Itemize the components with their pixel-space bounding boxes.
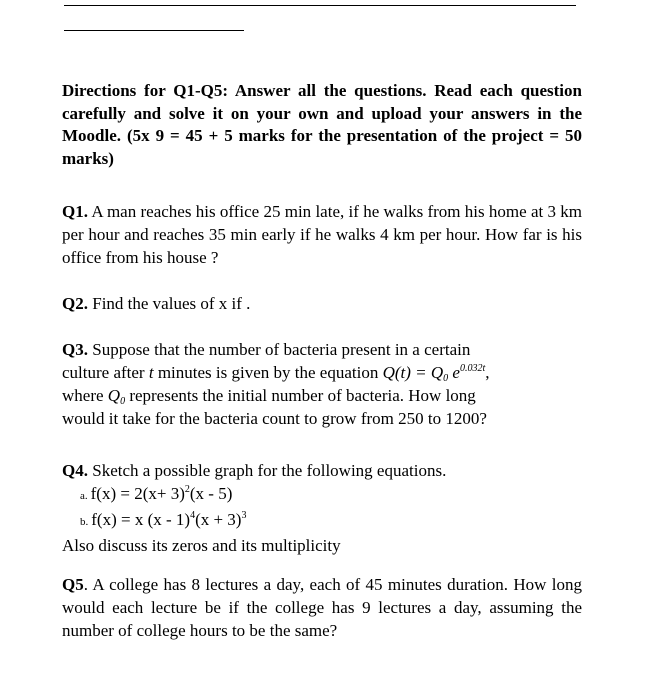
question-1-text: A man reaches his office 25 min late, if he walks from his home at 3 km per hour and reaches 35 min early if he walks 4 km per hour. How far is his office from his house ? xyxy=(62,202,583,267)
question-3-line-2 xyxy=(62,361,582,384)
equation-comma: , xyxy=(485,363,490,382)
question-4-line-1 xyxy=(62,459,582,482)
question-3-line-3-prefix: where xyxy=(62,386,104,405)
question-2 xyxy=(62,292,582,315)
equation-a-main: f(x) = 2(x+ 3) xyxy=(90,484,185,503)
equation-a-rest: (x - 5) xyxy=(189,484,233,503)
question-4-label: Q4. xyxy=(62,461,88,480)
question-3-line-1 xyxy=(62,338,582,361)
question-4-text: Sketch a possible graph for the following equations. xyxy=(92,461,447,480)
equation-base: e xyxy=(452,363,460,382)
equation-b-exponent-1: 4 xyxy=(190,510,196,521)
question-3-line-2-prefix: culture after xyxy=(62,363,145,382)
question-3-line-4: would it take for the bacteria count to grow from 250 to 1200? xyxy=(62,409,487,428)
item-marker-a: a. xyxy=(80,490,88,502)
name-line xyxy=(64,30,244,31)
equation-b-mid: (x + 3) xyxy=(195,510,242,529)
question-3-line-1-text: Suppose that the number of bacteria present in a certain xyxy=(92,340,471,359)
equation-b-main: f(x) = x (x - 1) xyxy=(91,510,191,529)
question-5-text: . A college has 8 lectures a day, each of 45 minutes duration. How long would each lecture be if the college has 9 lectures a day, assuming the number of college hours to be the same? xyxy=(62,575,582,640)
question-5-label: Q5 xyxy=(62,575,84,594)
question-1-label: Q1. xyxy=(62,202,88,221)
question-1 xyxy=(62,200,582,269)
equation-lhs: Q(t) = Q xyxy=(382,363,444,382)
equation-b xyxy=(62,508,582,534)
question-3-label: Q3. xyxy=(62,340,88,359)
question-4-footer: Also discuss its zeros and its multiplicity xyxy=(62,536,341,555)
item-marker-b: b. xyxy=(80,516,89,528)
initial-count-subscript: 0 xyxy=(120,396,126,407)
initial-count-symbol xyxy=(108,386,125,405)
equation-exponent: 0.032t xyxy=(459,363,486,374)
question-3-line-2-mid: minutes is given by the equation xyxy=(157,363,379,382)
equation-a-exponent: 2 xyxy=(184,484,190,495)
question-3-line-3-rest: represents the initial number of bacteria. How long xyxy=(129,386,476,405)
equation-subscript: 0 xyxy=(443,373,449,384)
equation-b-exponent-2: 3 xyxy=(241,510,247,521)
top-rule xyxy=(64,5,576,6)
question-4 xyxy=(62,459,582,557)
question-2-text: Find the values of x if . xyxy=(92,294,251,313)
directions-paragraph: Directions for Q1-Q5: Answer all the questions. Read each question carefully and solve it on your own and upload your answers in the Moodle. (5x 9 = 45 + 5 marks for the presentation of the project = 50 marks) xyxy=(62,81,582,168)
question-3-line-3 xyxy=(62,384,582,407)
initial-count-q: Q xyxy=(107,386,121,405)
growth-equation xyxy=(383,363,486,382)
question-3 xyxy=(62,338,582,430)
time-variable: t xyxy=(148,363,154,382)
equation-a xyxy=(62,482,582,508)
question-5 xyxy=(62,573,582,642)
question-2-label: Q2. xyxy=(62,294,88,313)
